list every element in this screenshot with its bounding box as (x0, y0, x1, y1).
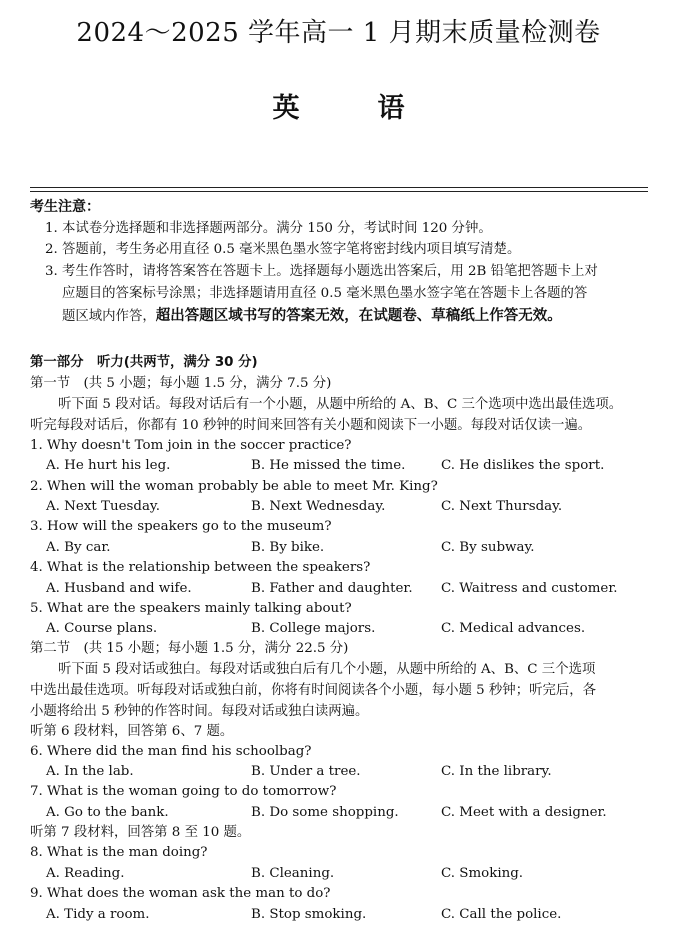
question-stem: 1. Why doesn't Tom join in the soccer practice? (30, 438, 352, 453)
divider-bottom (30, 191, 648, 192)
notice-item-2: 2. 答题前，考生务必用直径 0.5 毫米黑色墨水签字笔将密封线内项目填写清楚。 (45, 242, 521, 257)
notice-item-1: 1. 本试卷分选择题和非选择题两部分。满分 150 分，考试时间 120 分钟。 (45, 221, 492, 236)
material-6-label: 听第 6 段材料，回答第 6、7 题。 (30, 724, 234, 739)
subject-char-left: 英 (272, 93, 300, 124)
exam-title: 2024～2025 学年高一 1 月期末质量检测卷 (76, 18, 601, 48)
option-a: A. Husband and wife. (46, 581, 192, 596)
option-a: A. Course plans. (46, 621, 158, 636)
notice-item-3-emphasis: 超出答题区域书写的答案无效，在试题卷、草稿纸上作答无效。 (155, 308, 562, 324)
option-a: A. Reading. (46, 866, 125, 881)
subject-char-right: 语 (377, 93, 405, 124)
subject-title (0, 86, 677, 125)
option-a: A. Next Tuesday. (46, 499, 160, 514)
notice-heading: 考生注意： (30, 199, 100, 215)
option-c: C. Call the police. (441, 907, 562, 922)
option-b: B. Under a tree. (251, 764, 361, 779)
option-b: B. Father and daughter. (251, 581, 413, 596)
option-c: C. Waitress and customer. (441, 581, 618, 596)
option-c: C. Smoking. (441, 866, 524, 881)
question-stem: 5. What are the speakers mainly talking about? (30, 601, 352, 616)
option-c: C. Medical advances. (441, 621, 586, 636)
notice-item-3-line-1: 3. 考生作答时，请将答案答在答题卡上。选择题每小题选出答案后，用 2B 铅笔把答题卡上对 (45, 264, 598, 279)
question-stem: 3. How will the speakers go to the museum? (30, 519, 332, 534)
option-a: A. Tidy a room. (46, 907, 150, 922)
option-b: B. Next Wednesday. (251, 499, 386, 514)
option-c: C. Next Thursday. (441, 499, 563, 514)
option-a: A. He hurt his leg. (46, 458, 171, 473)
option-a: A. In the lab. (46, 764, 134, 779)
question-stem: 8. What is the man doing? (30, 845, 208, 860)
section1-instructions-line-2: 听完每段对话后，你都有 10 秒钟的时间来回答有关小题和阅读下一小题。每段对话仅读一遍。 (30, 418, 592, 433)
section2-instructions-line-3: 小题将给出 5 秒钟的作答时间。每段对话或独白读两遍。 (30, 704, 369, 719)
section1-instructions-line-1: 听下面 5 段对话。每段对话后有一个小题，从题中所给的 A、B、C 三个选项中选出最佳选项。 (58, 397, 623, 412)
option-b: B. Cleaning. (251, 866, 335, 881)
option-c: C. Meet with a designer. (441, 805, 607, 820)
question-stem: 2. When will the woman probably be able to meet Mr. King? (30, 479, 438, 494)
option-b: B. He missed the time. (251, 458, 406, 473)
question-stem: 6. Where did the man find his schoolbag? (30, 744, 312, 759)
option-b: B. By bike. (251, 540, 325, 555)
section2-heading: 第二节 (共 15 小题；每小题 1.5 分，满分 22.5 分) (30, 641, 349, 656)
notice-item-3-line-3 (62, 306, 562, 327)
option-c: C. By subway. (441, 540, 535, 555)
section1-heading: 第一节 (共 5 小题；每小题 1.5 分，满分 7.5 分) (30, 376, 332, 391)
material-7-label: 听第 7 段材料，回答第 8 至 10 题。 (30, 825, 251, 840)
notice-item-3-plain: 题区域内作答， (62, 309, 156, 324)
option-b: B. Stop smoking. (251, 907, 367, 922)
divider-top (30, 187, 648, 188)
section2-instructions-line-1: 听下面 5 段对话或独白。每段对话或独白后有几个小题，从题中所给的 A、B、C 三个选项 (58, 662, 596, 677)
question-stem: 7. What is the woman going to do tomorrow? (30, 784, 337, 799)
notice-item-3-line-2: 应题目的答案标号涂黑；非选择题请用直径 0.5 毫米黑色墨水签字笔在答题卡上各题的答 (62, 286, 588, 301)
section2-instructions-line-2: 中选出最佳选项。听每段对话或独白前，你将有时间阅读各个小题，每小题 5 秒钟；听完后，各 (30, 683, 597, 698)
option-b: B. College majors. (251, 621, 376, 636)
option-c: C. In the library. (441, 764, 552, 779)
option-b: B. Do some shopping. (251, 805, 399, 820)
question-stem: 4. What is the relationship between the speakers? (30, 560, 371, 575)
part1-heading: 第一部分 听力(共两节，满分 30 分) (30, 355, 258, 370)
question-stem: 9. What does the woman ask the man to do? (30, 886, 331, 901)
option-c: C. He dislikes the sport. (441, 458, 605, 473)
option-a: A. By car. (46, 540, 111, 555)
option-a: A. Go to the bank. (46, 805, 169, 820)
